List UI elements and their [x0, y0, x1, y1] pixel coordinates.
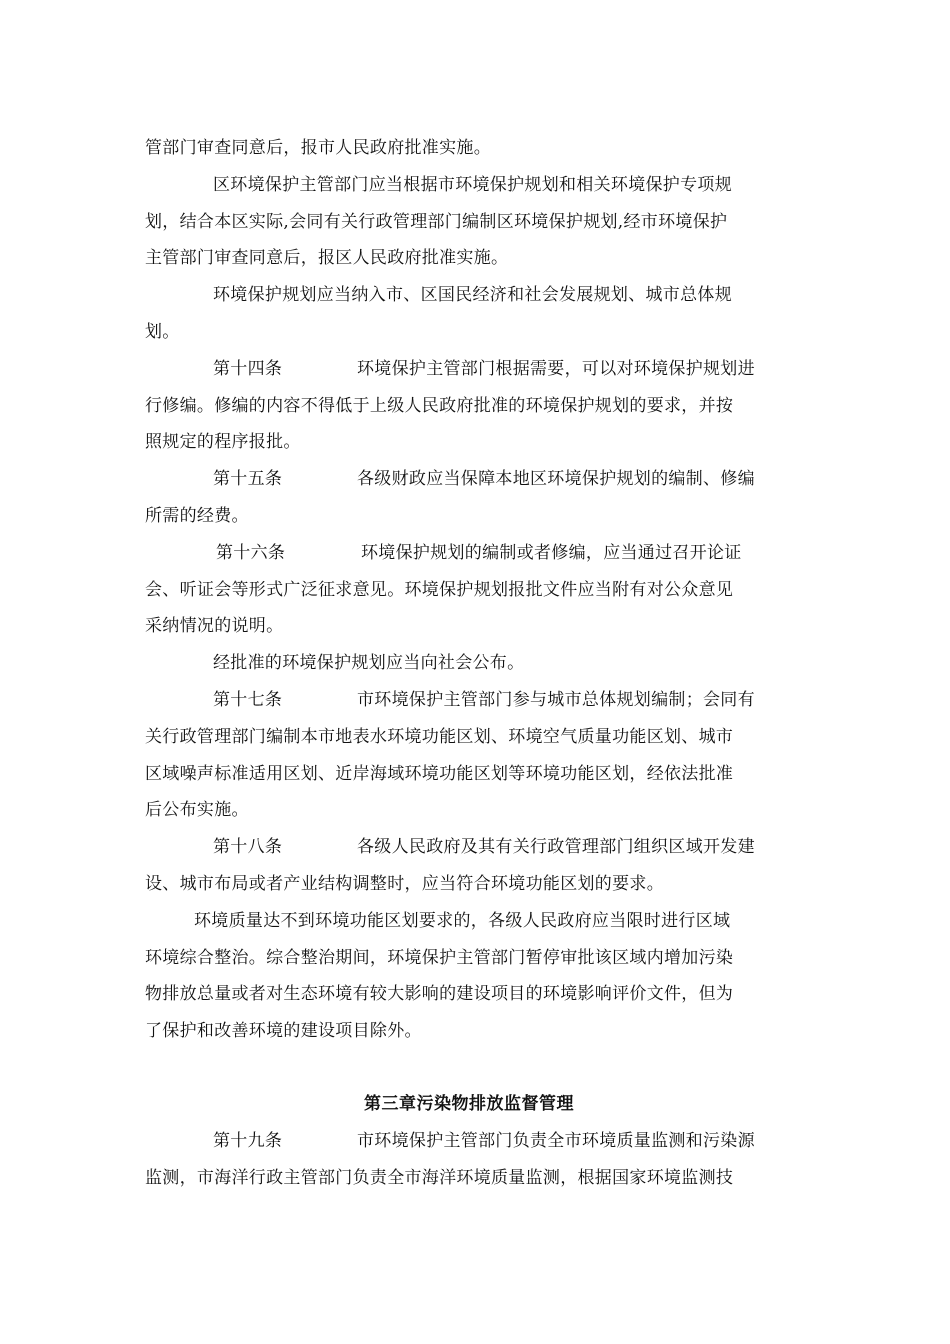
text-line: 划，结合本区实际,会同有关行政管理部门编制区环境保护规划,经市环境保护 [145, 212, 728, 232]
text-line: 经批准的环境保护规划应当向社会公布。 [213, 653, 525, 673]
text-line: 所需的经费。 [145, 506, 249, 526]
text-line: 环境保护规划的编制或者修编，应当通过召开论证 [361, 543, 742, 563]
text-line: 区域噪声标准适用区划、近岸海域环境功能区划等环境功能区划，经依法批准 [145, 764, 734, 784]
text-line: 设、城市布局或者产业结构调整时，应当符合环境功能区划的要求。 [145, 874, 664, 894]
text-line: 各级人民政府及其有关行政管理部门组织区域开发建 [357, 837, 755, 857]
article-number: 第十六条 [216, 543, 286, 563]
text-line: 环境质量达不到环境功能区划要求的，各级人民政府应当限时进行区域 [194, 911, 731, 931]
text-line: 划。 [145, 322, 180, 342]
text-line: 后公布实施。 [145, 800, 249, 820]
text-line: 会、听证会等形式广泛征求意见。环境保护规划报批文件应当附有对公众意见 [145, 580, 734, 600]
text-line: 关行政管理部门编制本市地表水环境功能区划、环境空气质量功能区划、城市 [145, 727, 734, 747]
text-line: 物排放总量或者对生态环境有较大影响的建设项目的环境影响评价文件，但为 [145, 984, 734, 1004]
chapter-heading: 第三章污染物排放监督管理 [364, 1094, 574, 1114]
text-line: 了保护和改善环境的建设项目除外。 [145, 1021, 422, 1041]
text-line: 各级财政应当保障本地区环境保护规划的编制、修编 [357, 469, 755, 489]
article-number: 第十五条 [213, 469, 283, 489]
article-number: 第十四条 [213, 359, 283, 379]
text-line: 照规定的程序报批。 [145, 432, 301, 452]
text-line: 采纳情况的说明。 [145, 616, 284, 636]
text-line: 环境保护主管部门根据需要，可以对环境保护规划进 [357, 359, 755, 379]
text-line: 市环境保护主管部门参与城市总体规划编制；会同有 [357, 690, 755, 710]
text-line: 管部门审查同意后，报市人民政府批准实施。 [145, 138, 491, 158]
text-line: 行修编。修编的内容不得低于上级人民政府批准的环境保护规划的要求，并按 [145, 396, 734, 416]
article-number: 第十七条 [213, 690, 283, 710]
text-line: 监测，市海洋行政主管部门负责全市海洋环境质量监测，根据国家环境监测技 [145, 1168, 734, 1188]
article-number: 第十九条 [213, 1131, 283, 1151]
article-number: 第十八条 [213, 837, 283, 857]
text-line: 环境保护规划应当纳入市、区国民经济和社会发展规划、城市总体规 [213, 285, 732, 305]
text-line: 环境综合整治。综合整治期间，环境保护主管部门暂停审批该区域内增加污染 [145, 948, 734, 968]
text-line: 市环境保护主管部门负责全市环境质量监测和污染源 [357, 1131, 755, 1151]
text-line: 区环境保护主管部门应当根据市环境保护规划和相关环境保护专项规 [213, 175, 732, 195]
text-line: 主管部门审查同意后，报区人民政府批准实施。 [145, 248, 509, 268]
